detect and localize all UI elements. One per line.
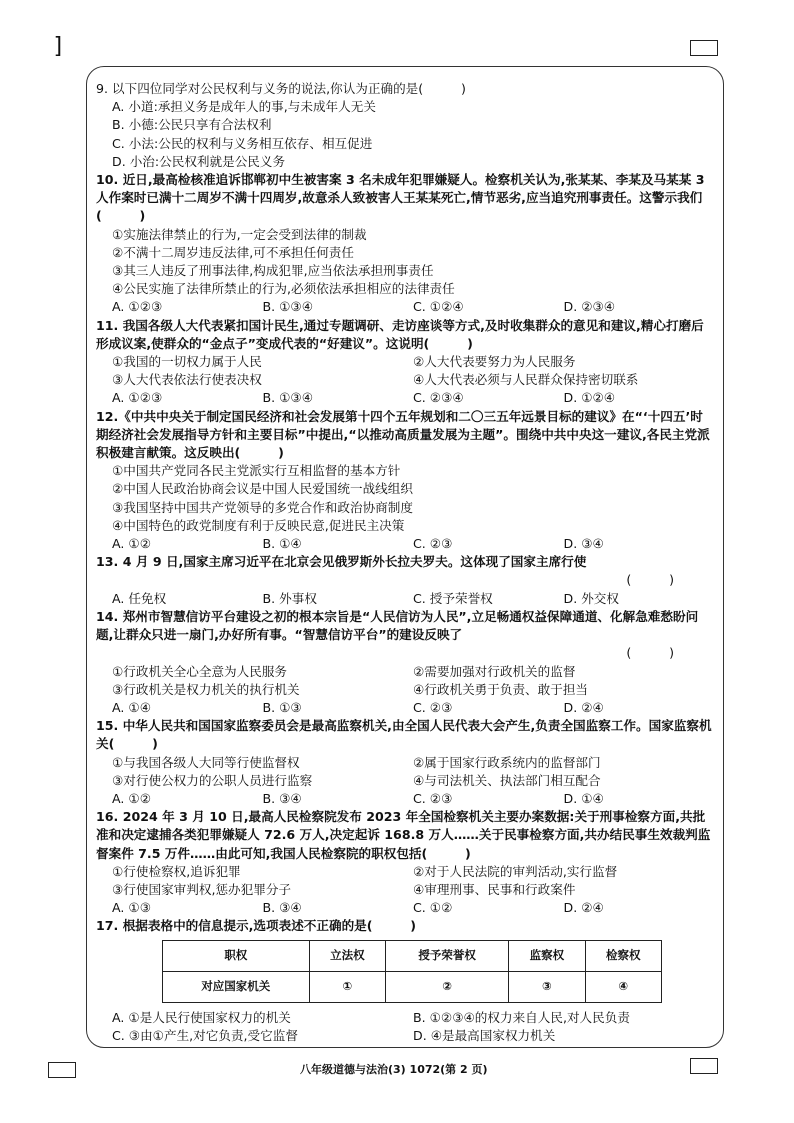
statement-item: ①与我国各级人大同等行使监督权	[112, 754, 300, 770]
question-9	[96, 80, 714, 171]
table-row	[163, 971, 662, 1002]
choice-a: A. ①②	[112, 790, 151, 806]
choice-c: C. ②③	[413, 536, 453, 552]
statement-item: ②对于人民法院的审判活动,实行监督	[413, 863, 618, 879]
statement-item: ③行政机关是权力机关的执行机关	[112, 681, 300, 697]
choice-b: B. ①④	[262, 536, 302, 552]
table-header-row	[163, 940, 662, 971]
statement-item: ①行政机关全心全意为人民服务	[112, 663, 288, 679]
corner-mark: ]	[52, 34, 66, 59]
powers-table	[162, 940, 662, 1003]
statement-list	[96, 353, 714, 389]
choice-a: A. ①②③	[112, 299, 163, 315]
statement-item: ①实施法律禁止的行为,一定会受到法律的制裁	[112, 226, 367, 242]
answer-choices	[96, 899, 714, 917]
question-stem: 10. 近日,最高检核准追诉邯郸初中生被害案 3 名未成年犯罪嫌疑人。检察机关认为,张某某、李某及马某某 3 人作案时已满十二周岁不满十四周岁,故意杀人致被害人王某某死亡,情节恶劣,应当追究刑事责任。这警示我们( )	[96, 172, 705, 224]
choice-d: D. 外交权	[563, 590, 619, 606]
question-stem: 11. 我国各级人大代表紧扣国计民生,通过专题调研、走访座谈等方式,及时收集群众的意见和建议,精心打磨后形成议案,使群众的“金点子”变成代表的“好建议”。这说明( )	[96, 317, 704, 351]
table-cell: ③	[509, 971, 585, 1002]
question-14	[96, 608, 714, 717]
choice-b: B. ①③④	[262, 390, 314, 406]
question-stem: 12.《中共中央关于制定国民经济和社会发展第十四个五年规划和二〇三五年远景目标的建议》在“‘十四五’时期经济社会发展指导方针和主要目标”中提出,“以推动高质量发展为主题”。围绕中共中央这一建议,各民主党派积极建言献策。这反映出( )	[96, 408, 710, 461]
page-footer: 八年级道德与法治(3) 1072(第 2 页)	[300, 1063, 488, 1076]
table-cell: 立法权	[309, 940, 385, 971]
choice-b: B. 外事权	[262, 590, 317, 606]
choice-b: B. ①③	[262, 699, 302, 715]
answer-paren: ( )	[626, 645, 674, 661]
statement-item: ②不满十二周岁违反法律,可不承担任何责任	[112, 244, 354, 260]
choice-c: C. ②③	[413, 699, 453, 715]
statement-item: ③对行使公权力的公职人员进行监察	[112, 772, 313, 788]
question-stem: 9. 以下四位同学对公民权利与义务的说法,你认为正确的是( )	[96, 81, 466, 96]
answer-choices	[96, 298, 714, 316]
statement-item: ④人大代表必须与人民群众保持密切联系	[413, 372, 639, 388]
option-c: C. 小法:公民的权利与义务相互依存、相互促进	[112, 135, 373, 151]
choice-c: C. ①②	[413, 900, 453, 916]
statement-list	[96, 663, 714, 699]
question-stem: 13. 4 月 9 日,国家主席习近平在北京会见俄罗斯外长拉夫罗夫。这体现了国家主席行使	[96, 554, 587, 570]
statement-item: ④中国特色的政党制度有利于反映民意,促进民主决策	[112, 517, 405, 533]
question-stem: 16. 2024 年 3 月 10 日,最高人民检察院发布 2023 年全国检察机关主要办案数据:关于刑事检察方面,共批准和决定逮捕各类犯罪嫌疑人 72.6 万人,决定起诉 168.8 万人……关于民事检察方面,共办结民事生效裁判监督案件 7.5 万件……由此可知,我国人民检察院的职权包括( )	[96, 809, 711, 861]
choice-a: A. ①③	[112, 900, 151, 916]
statement-item: ③行使国家审判权,惩办犯罪分子	[112, 881, 292, 897]
question-15	[96, 717, 714, 808]
choice-d: D. ②④	[563, 900, 604, 916]
choice-c: C. ②③④	[413, 390, 464, 406]
statement-item: ④行政机关勇于负责、敢于担当	[413, 681, 589, 697]
choice-d: D. ③④	[563, 536, 604, 552]
question-stem: 17. 根据表格中的信息提示,选项表述不正确的是( )	[96, 918, 417, 934]
answer-choices	[96, 590, 714, 608]
table-cell: 对应国家机关	[163, 971, 310, 1002]
choice-d: D. ①④	[563, 790, 604, 806]
option-a: A. ①是人民行使国家权力的机关	[112, 1009, 291, 1025]
question-10	[96, 171, 714, 317]
choice-c: C. ①②④	[413, 299, 464, 315]
statement-item: ③人大代表依法行使表决权	[112, 372, 262, 388]
option-b: B. ①②③④的权力来自人民,对人民负责	[413, 1009, 630, 1025]
statement-item: ①行使检察权,追诉犯罪	[112, 863, 241, 879]
option-b: B. 小德:公民只享有合法权利	[112, 117, 272, 133]
option-d: D. ④是最高国家权力机关	[413, 1027, 556, 1043]
answer-paren: ( )	[626, 572, 674, 588]
score-box-bottom-left	[48, 1062, 76, 1078]
question-content	[96, 80, 714, 1045]
question-stem: 15. 中华人民共和国国家监察委员会是最高监察机关,由全国人民代表大会产生,负责全国监察工作。国家监察机关( )	[96, 718, 712, 752]
table-cell: 检察权	[585, 940, 661, 971]
choice-a: A. ①④	[112, 699, 151, 715]
choice-a: A. ①②	[112, 536, 151, 552]
choice-b: B. ③④	[262, 900, 302, 916]
statement-item: ③我国坚持中国共产党领导的多党合作和政治协商制度	[112, 499, 413, 515]
answer-choices	[96, 535, 714, 553]
statement-item: ③其三人违反了刑事法律,构成犯罪,应当依法承担刑事责任	[112, 263, 434, 279]
question-16	[96, 808, 714, 917]
question-11	[96, 317, 714, 408]
question-13	[96, 553, 714, 608]
statement-item: ②需要加强对行政机关的监督	[413, 663, 576, 679]
statement-item: ②中国人民政治协商会议是中国人民爱国统一战线组织	[112, 481, 413, 497]
score-box-top-right	[690, 40, 718, 56]
answer-choices	[96, 699, 714, 717]
choice-b: B. ③④	[262, 790, 302, 806]
choice-d: D. ②③④	[563, 299, 616, 315]
choice-d: D. ①②④	[563, 390, 616, 406]
choice-a: A. 任免权	[112, 590, 167, 606]
score-box-bottom-right	[690, 1058, 718, 1074]
statement-item: ④与司法机关、执法部门相互配合	[413, 772, 601, 788]
statement-item: ①中国共产党同各民主党派实行互相监督的基本方针	[112, 463, 401, 479]
statement-list	[96, 863, 714, 899]
table-cell: 授予荣誉权	[386, 940, 509, 971]
table-cell: ②	[386, 971, 509, 1002]
choice-c: C. 授予荣誉权	[413, 590, 493, 606]
statement-list	[96, 754, 714, 790]
choice-d: D. ②④	[563, 699, 604, 715]
table-cell: 监察权	[509, 940, 585, 971]
statement-item: ④审理刑事、民事和行政案件	[413, 881, 576, 897]
choice-c: C. ②③	[413, 790, 453, 806]
answer-choices	[96, 790, 714, 808]
question-17	[96, 917, 714, 1045]
choice-b: B. ①③④	[262, 299, 314, 315]
table-cell: ④	[585, 971, 661, 1002]
question-12	[96, 408, 714, 554]
choice-a: A. ①②③	[112, 390, 163, 406]
option-a: A. 小道:承担义务是成年人的事,与未成年人无关	[112, 99, 376, 115]
question-stem: 14. 郑州市智慧信访平台建设之初的根本宗旨是“人民信访为人民”,立足畅通权益保障通道、化解急难愁盼问题,让群众只进一扇门,办好所有事。“智慧信访平台”的建设反映了	[96, 608, 699, 643]
statement-item: ②人大代表要努力为人民服务	[413, 354, 576, 370]
statement-item: ②属于国家行政系统内的监督部门	[413, 754, 601, 770]
table-cell: ①	[309, 971, 385, 1002]
answer-choices	[96, 389, 714, 407]
statement-item: ①我国的一切权力属于人民	[112, 354, 262, 370]
statement-item: ④公民实施了法律所禁止的行为,必须依法承担相应的法律责任	[112, 281, 455, 297]
table-cell: 职权	[163, 940, 310, 971]
option-c: C. ③由①产生,对它负责,受它监督	[112, 1027, 298, 1043]
answer-options	[96, 1009, 714, 1045]
option-d: D. 小治:公民权利就是公民义务	[112, 153, 286, 169]
